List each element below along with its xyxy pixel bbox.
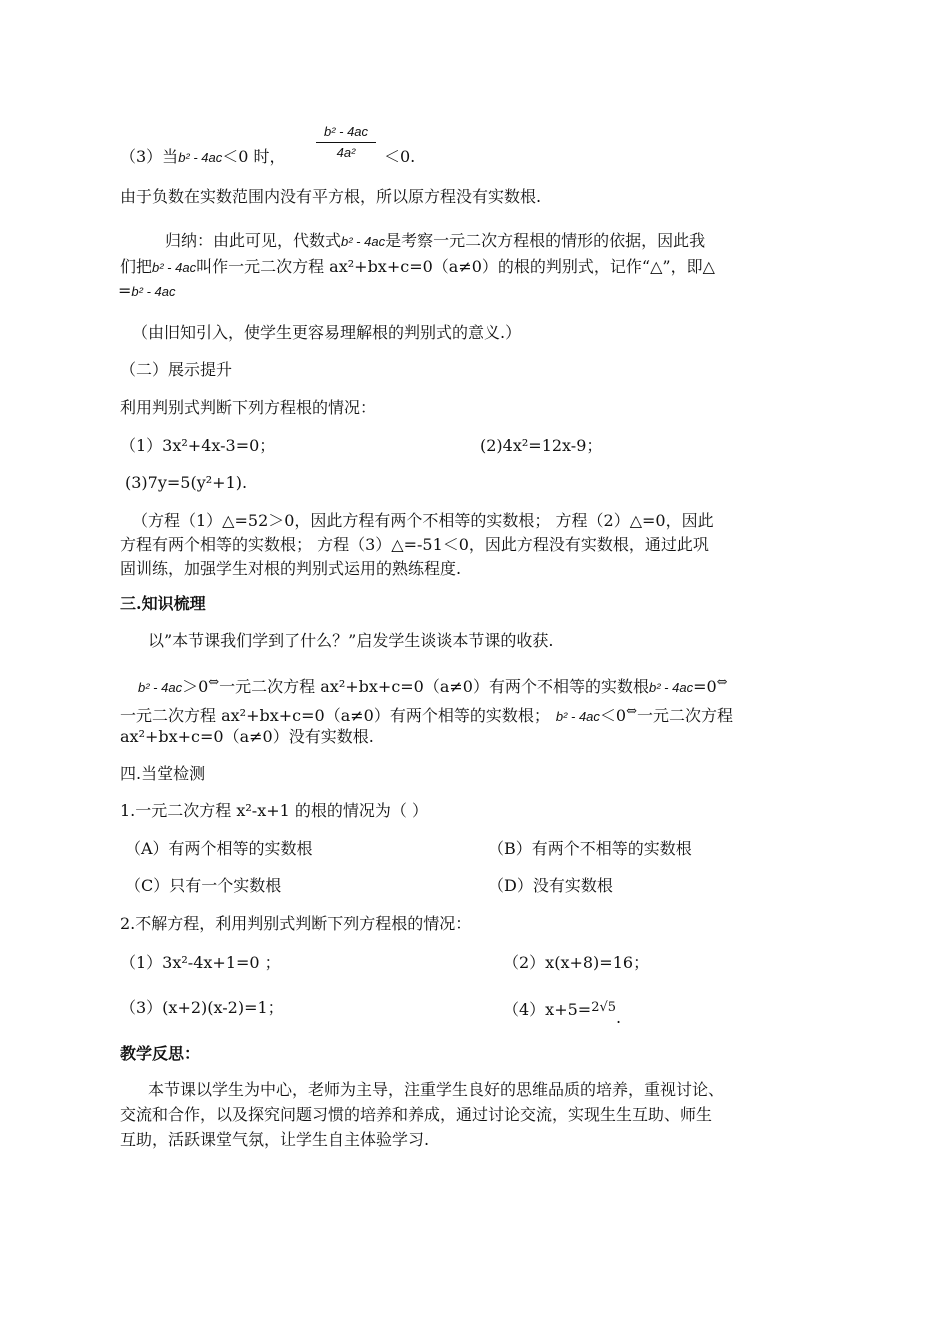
- option-d: （D）没有实数根: [488, 876, 613, 895]
- question-2-item-1: （1）3x²-4x+1=0 ；: [120, 953, 281, 972]
- question-2-item-3: （3）(x+2)(x-2)=1；: [120, 998, 284, 1017]
- question-2-item-4: [503, 997, 621, 1029]
- fraction: [316, 124, 376, 160]
- rule-1-text: 一元二次方程 ax²+bx+c=0（a≠0）有两个不相等的实数根: [219, 677, 649, 696]
- paragraph-no-real-root: 由于负数在实数范围内没有平方根，所以原方程没有实数根.: [120, 187, 542, 206]
- answer-line-2: 方程有两个相等的实数根； 方程（3）△=-51＜0，因此方程没有实数根，通过此巩: [120, 535, 709, 554]
- exercise-intro: 利用判别式判断下列方程根的情况：: [120, 398, 377, 417]
- section-heading-2: （二）展示提升: [120, 360, 233, 379]
- case-3-condition: ＜0 时，: [222, 147, 286, 166]
- discriminant-expr: b² - 4ac: [555, 709, 600, 724]
- note-intro: （由旧知引入，使学生更容易理解根的判别式的意义.）: [132, 323, 522, 342]
- option-c: （C）只有一个实数根: [125, 876, 282, 895]
- equivalence-arrow: ⇔: [626, 704, 637, 719]
- summary-line-1: [165, 230, 705, 253]
- summary-text-c: 们把: [120, 257, 153, 276]
- summary-line-2: [120, 256, 715, 279]
- fraction-numerator: b² - 4ac: [323, 124, 369, 139]
- discriminant-expr: b² - 4ac: [138, 680, 183, 695]
- summary-line-3: [118, 280, 175, 303]
- option-b: （B）有两个不相等的实数根: [488, 839, 692, 858]
- question-2-stem: 2.不解方程，利用判别式判断下列方程根的情况：: [120, 914, 472, 933]
- fraction-bar: [316, 142, 376, 143]
- fraction-denominator: 4a²: [336, 145, 356, 160]
- answer-line-3: 固训练，加强学生对根的判别式运用的熟练程度.: [120, 559, 462, 578]
- section-heading-3: 三.知识梳理: [120, 594, 206, 613]
- discriminant-expr: b² - 4ac: [341, 234, 386, 249]
- reflection-heading: 教学反思：: [120, 1044, 201, 1063]
- item-4-equation: （4）x+5=: [503, 1000, 592, 1019]
- answer-line-1: （方程（1）△=52＞0，因此方程有两个不相等的实数根； 方程（2）△=0，因此: [132, 511, 714, 530]
- exercise-1: （1）3x²+4x-3=0；: [120, 436, 276, 455]
- exercise-3: (3)7y=5(y²+1).: [125, 473, 248, 492]
- discriminant-expr: b² - 4ac: [152, 260, 197, 275]
- reflection-line-3: 互助，活跃课堂气氛，让学生自主体验学习.: [120, 1130, 430, 1149]
- rule-1-condition: ＞0: [182, 677, 209, 696]
- equivalence-arrow: ⇔: [716, 675, 728, 690]
- case-3-line: [120, 146, 286, 169]
- summary-text-a: 归纳：由此可见，代数式: [165, 231, 342, 250]
- discriminant-expr: b² - 4ac: [131, 284, 176, 299]
- recap-text: 以”本节课我们学到了什么？”启发学生谈谈本节课的收获.: [148, 631, 554, 650]
- section-heading-4: 四.当堂检测: [120, 764, 206, 783]
- radical-expr: 2√5: [591, 1000, 617, 1015]
- question-2-item-2: （2）x(x+8)=16；: [503, 953, 650, 972]
- summary-text-b: 是考察一元二次方程根的情形的依据，因此我: [385, 231, 706, 250]
- rule-3-text: 一元二次方程: [637, 706, 734, 725]
- item-4-period: .: [616, 1008, 622, 1027]
- rule-2-text: 一元二次方程 ax²+bx+c=0（a≠0）有两个相等的实数根；: [120, 706, 550, 725]
- question-1-stem: 1.一元二次方程 x²-x+1 的根的情况为（ ）: [120, 801, 428, 820]
- rule-line-2: [120, 701, 733, 728]
- summary-equals: =: [118, 281, 132, 300]
- case-3-suffix: ＜0.: [384, 147, 416, 166]
- rule-line-1: [138, 672, 728, 699]
- option-a: （A）有两个相等的实数根: [125, 839, 313, 858]
- case-3-prefix: （3）当: [120, 147, 179, 166]
- discriminant-expr: b² - 4ac: [649, 680, 694, 695]
- rule-2-condition: =0: [693, 677, 717, 696]
- reflection-line-1: 本节课以学生为中心，老师为主导，注重学生良好的思维品质的培养，重视讨论、: [148, 1080, 725, 1099]
- discriminant-expr: b² - 4ac: [178, 150, 223, 165]
- rule-3-condition: ＜0: [599, 706, 627, 725]
- rule-line-3: ax²+bx+c=0（a≠0）没有实数根.: [120, 727, 374, 746]
- summary-text-d: 叫作一元二次方程 ax²+bx+c=0（a≠0）的根的判别式，记作“△”，即△: [196, 257, 715, 276]
- equivalence-arrow: ⇔: [208, 675, 220, 690]
- reflection-line-2: 交流和合作，以及探究问题习惯的培养和养成，通过讨论交流，实现生生互助、师生: [120, 1105, 713, 1124]
- exercise-2: (2)4x²=12x-9；: [480, 436, 603, 455]
